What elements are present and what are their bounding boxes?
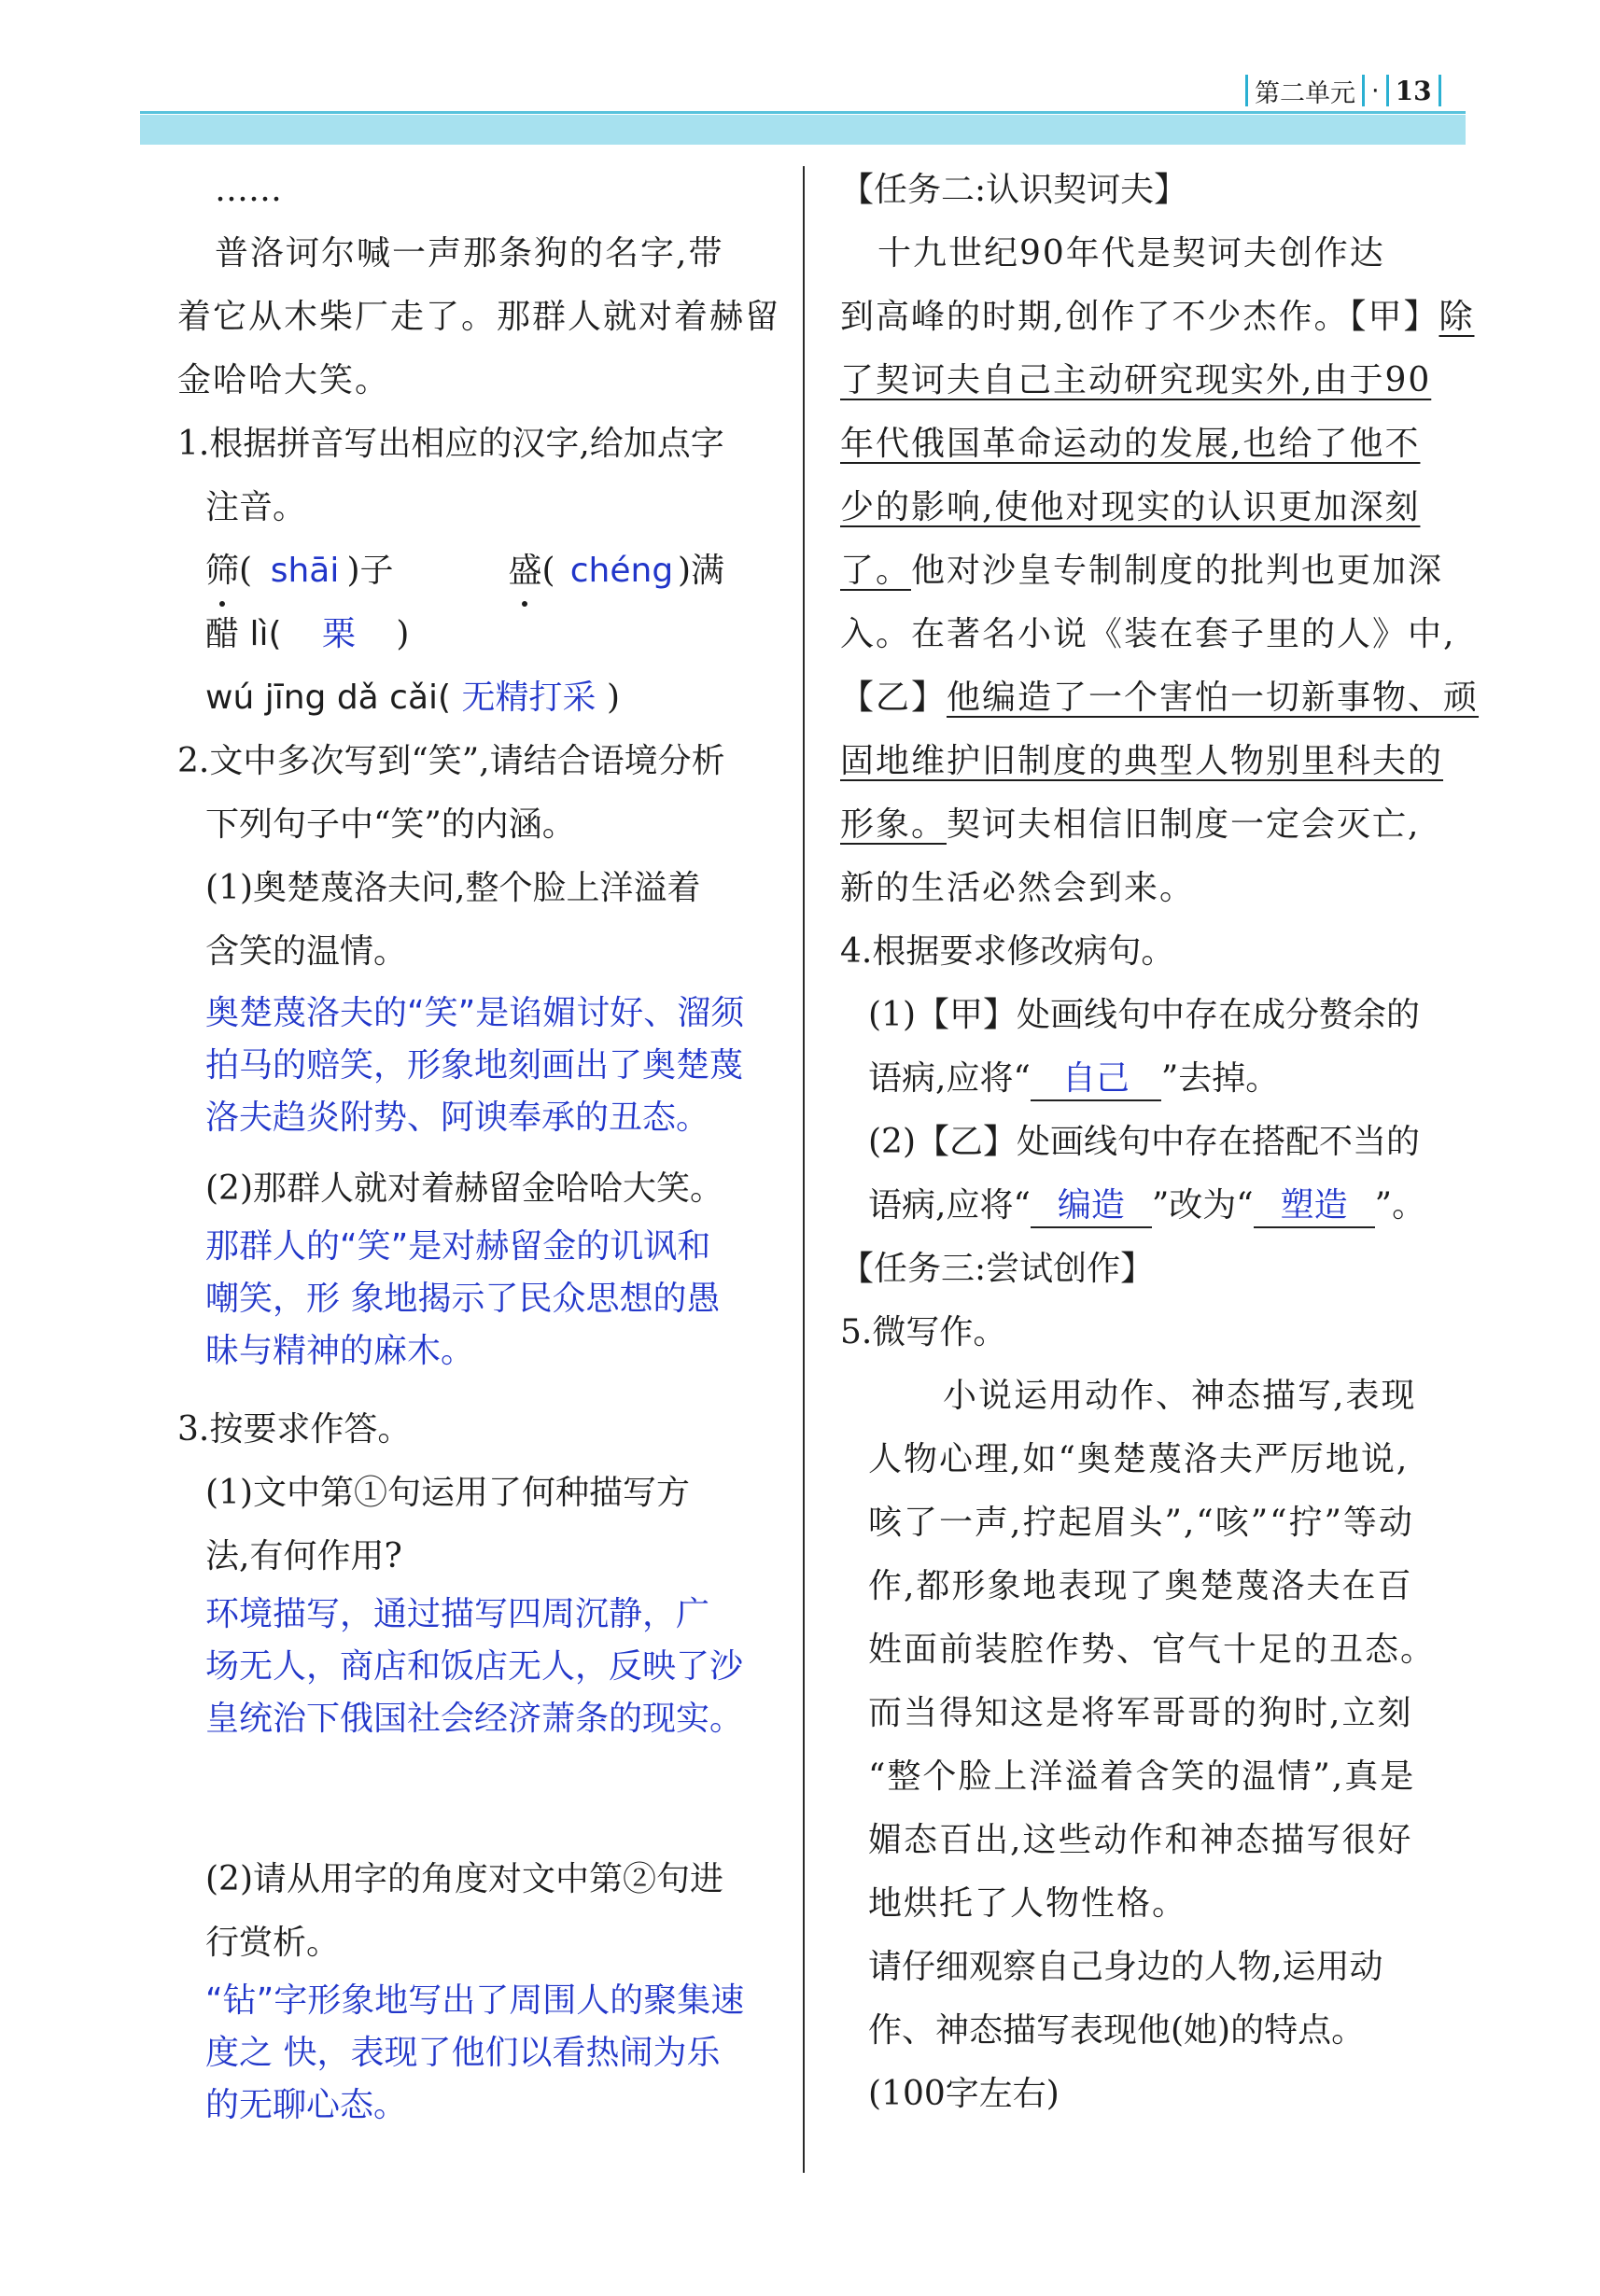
q1-dotted-char: 盛 (508, 539, 541, 603)
jia-underlined: 除 (1439, 298, 1475, 336)
jia-underlined: 少的影响,使他对现实的认识更加深刻 (840, 488, 1421, 526)
q5-line: 媚态百出,这些动作和神态描写很好 (868, 1821, 1413, 1859)
jia-underlined: 了契诃夫自己主动研究现实外,由于90 (840, 361, 1432, 399)
q1-dotted-char: 筛 (205, 539, 239, 603)
task2-line (840, 539, 1475, 603)
q4-sub1-cont (840, 1047, 1475, 1111)
task2-line: 新的生活必然会到来。 (840, 869, 1196, 907)
task2-line (840, 349, 1475, 413)
q1-answer-wujingdacai: 无精打采 (461, 679, 596, 717)
answer-line: 那群人的“笑”是对赫留金的讥讽和 (205, 1227, 711, 1266)
unit-bar-right (1439, 75, 1441, 106)
q5-line: 地烘托了人物性格。 (868, 1884, 1188, 1923)
header-top-line (140, 111, 1466, 114)
unit-bar-mid (1362, 75, 1365, 106)
q4-blank-ziji: 自己 (1031, 1058, 1161, 1101)
answer-line: 环境描写，通过描写四周沉静，广 (205, 1595, 710, 1633)
q4-text: 语病,应将“ (868, 1059, 1031, 1098)
ellipsis: …… (215, 171, 282, 209)
task2-text: 契诃夫相信旧制度一定会灭亡, (947, 805, 1421, 844)
paren: ( (239, 552, 253, 590)
answer-line: 奥楚蔑洛夫的“笑”是谄媚讨好、溜须 (205, 994, 745, 1032)
yi-underlined: 形象。 (840, 805, 947, 844)
column-divider (803, 166, 805, 2173)
q1-answer-cheng: chéng (569, 552, 674, 590)
answer-line: 嘲笑，形 象地揭示了民众思想的愚 (205, 1280, 721, 1318)
unit-title: 第二单元 (1255, 78, 1355, 108)
paren: ( (541, 552, 555, 590)
q2-stem: 2.文中多次写到“笑”,请结合语境分析 (177, 742, 725, 780)
q3-answer1 (177, 1589, 784, 1745)
q2-sub1-cont: 含笑的温情。 (205, 932, 408, 971)
q3-sub2-cont: 行赏析。 (205, 1924, 341, 1962)
answer-line: 昧与精神的麻木。 (205, 1332, 475, 1370)
task2-text: 他对沙皇专制制度的批判也更加深 (911, 552, 1444, 590)
q2-sub1: (1)奥楚蔑洛夫问,整个脸上洋溢着 (205, 869, 701, 907)
jia-underlined: 了。 (840, 552, 912, 590)
unit-bar-left (1245, 75, 1248, 106)
q1-row3 (177, 666, 784, 730)
page-number: 13 (1395, 75, 1432, 106)
answer-line: 拍马的赔笑，形象地刻画出了奥楚蔑 (205, 1046, 744, 1085)
answer-line: 的无聊心态。 (205, 2086, 408, 2124)
task2-line (840, 286, 1475, 349)
yi-underlined: 固地维护旧制度的典型人物别里科夫的 (840, 742, 1444, 780)
q4-text: ”去掉。 (1160, 1059, 1280, 1098)
q1-row1 (177, 539, 784, 603)
jia-underlined: 年代俄国革命运动的发展,也给了他不 (840, 425, 1421, 463)
unit-bar-mid2 (1386, 75, 1389, 106)
task2-line (840, 793, 1475, 857)
q1-pinyin-prompt: wú jīng dǎ cǎi( (205, 679, 452, 717)
q5-line: “整个脸上洋溢着含笑的温情”,真是 (868, 1757, 1416, 1796)
paren: )满 (677, 552, 725, 590)
q4-sub2: (2)【乙】处画线句中存在搭配不当的 (868, 1123, 1420, 1161)
q5-requirement: 作、神态描写表现他(她)的特点。 (868, 2011, 1366, 2050)
q2-answer1 (177, 987, 784, 1144)
q1-row2 (177, 603, 784, 666)
answer-line: 度之 快，表现了他们以看热闹为乐 (205, 2034, 721, 2072)
q3-sub2: (2)请从用字的角度对文中第②句进 (205, 1860, 723, 1898)
q4-blank-bianzao: 编造 (1031, 1185, 1152, 1228)
q5-line: 姓面前装腔作势、官气十足的丑态。 (868, 1631, 1437, 1669)
q5-line: 人物心理,如“奥楚蔑洛夫严厉地说, (868, 1440, 1410, 1478)
q5-word-count: (100字左右) (868, 2075, 1060, 2113)
passage-line: 金哈哈大笑。 (177, 361, 391, 399)
task2-title: 【任务二:认识契诃夫】 (840, 171, 1188, 209)
q3-sub1: (1)文中第①句运用了何种描写方 (205, 1474, 690, 1512)
task2-line (840, 413, 1475, 476)
q3-sub1-cont: 法,有何作用? (205, 1537, 402, 1575)
q4-sub2-cont (840, 1174, 1475, 1238)
yi-mark: 【乙】 (840, 679, 947, 717)
q1-pinyin-prompt: 醋 lì( (205, 615, 282, 653)
q4-text: ”。 (1374, 1186, 1426, 1225)
answer-line: 场无人，商店和饭店无人，反映了沙 (205, 1647, 744, 1686)
task2-line (840, 666, 1480, 730)
task2-line: 入。在著名小说《装在套子里的人》中, (840, 615, 1456, 653)
unit-tag (1239, 71, 1448, 110)
q2-answer2 (177, 1221, 784, 1378)
unit-sep: · (1371, 76, 1380, 105)
q4-text: ”改为“ (1151, 1186, 1254, 1225)
q3-answer2 (177, 1975, 784, 2132)
paren: )子 (346, 552, 394, 590)
q5-stem: 5.微写作。 (840, 1313, 1007, 1351)
passage-line: 普洛诃尔喊一声那条狗的名字,带 (215, 234, 724, 273)
answer-line: 洛夫趋炎附势、阿谀奉承的丑态。 (205, 1099, 710, 1137)
q2-stem-cont: 下列句子中“笑”的内涵。 (205, 805, 576, 844)
left-column (177, 159, 784, 2132)
task2-line (840, 476, 1475, 539)
q5-requirement: 请仔细观察自己身边的人物,运用动 (868, 1948, 1383, 1986)
paren: ) (396, 615, 410, 653)
q4-text: 语病,应将“ (868, 1186, 1031, 1225)
task2-text: 到高峰的时期,创作了不少杰作。 (840, 298, 1350, 336)
q4-stem: 4.根据要求修改病句。 (840, 932, 1175, 971)
task2-line (840, 730, 1475, 793)
q1-answer-shai: shāi (270, 552, 340, 590)
answer-line: 皇统治下俄国社会经济萧条的现实。 (205, 1700, 744, 1738)
answer-line: “钻”字形象地写出了周围人的聚集速 (205, 1981, 745, 2020)
header-band (140, 115, 1466, 145)
q1-stem: 1.根据拼音写出相应的汉字,给加点字 (177, 425, 724, 463)
q5-line: 小说运用动作、神态描写,表现 (943, 1377, 1417, 1415)
q4-sub1: (1)【甲】处画线句中存在成分赘余的 (868, 996, 1420, 1034)
q5-line: 而当得知这是将军哥哥的狗时,立刻 (868, 1694, 1413, 1732)
q1-stem-cont: 注音。 (205, 488, 307, 526)
right-column (840, 159, 1480, 2126)
q3-stem: 3.按要求作答。 (177, 1410, 412, 1449)
jia-mark: 【甲】 (1349, 298, 1439, 336)
yi-underlined: 他编造了一个害怕一切新事物、顽 (947, 679, 1480, 717)
q1-answer-li: 栗 (321, 615, 356, 653)
q5-line: 作,都形象地表现了奥楚蔑洛夫在百 (868, 1567, 1413, 1605)
paren: ) (607, 679, 621, 717)
q4-blank-suzao: 塑造 (1254, 1185, 1375, 1228)
q5-line: 咳了一声,拧起眉头”,“咳”“拧”等动 (868, 1504, 1414, 1542)
task2-line: 十九世纪90年代是契诃夫创作达 (877, 234, 1385, 273)
passage-line: 着它从木柴厂走了。那群人就对着赫留 (177, 298, 781, 336)
q2-sub2: (2)那群人就对着赫留金哈哈大笑。 (205, 1169, 723, 1208)
task3-title: 【任务三:尝试创作】 (840, 1250, 1155, 1288)
